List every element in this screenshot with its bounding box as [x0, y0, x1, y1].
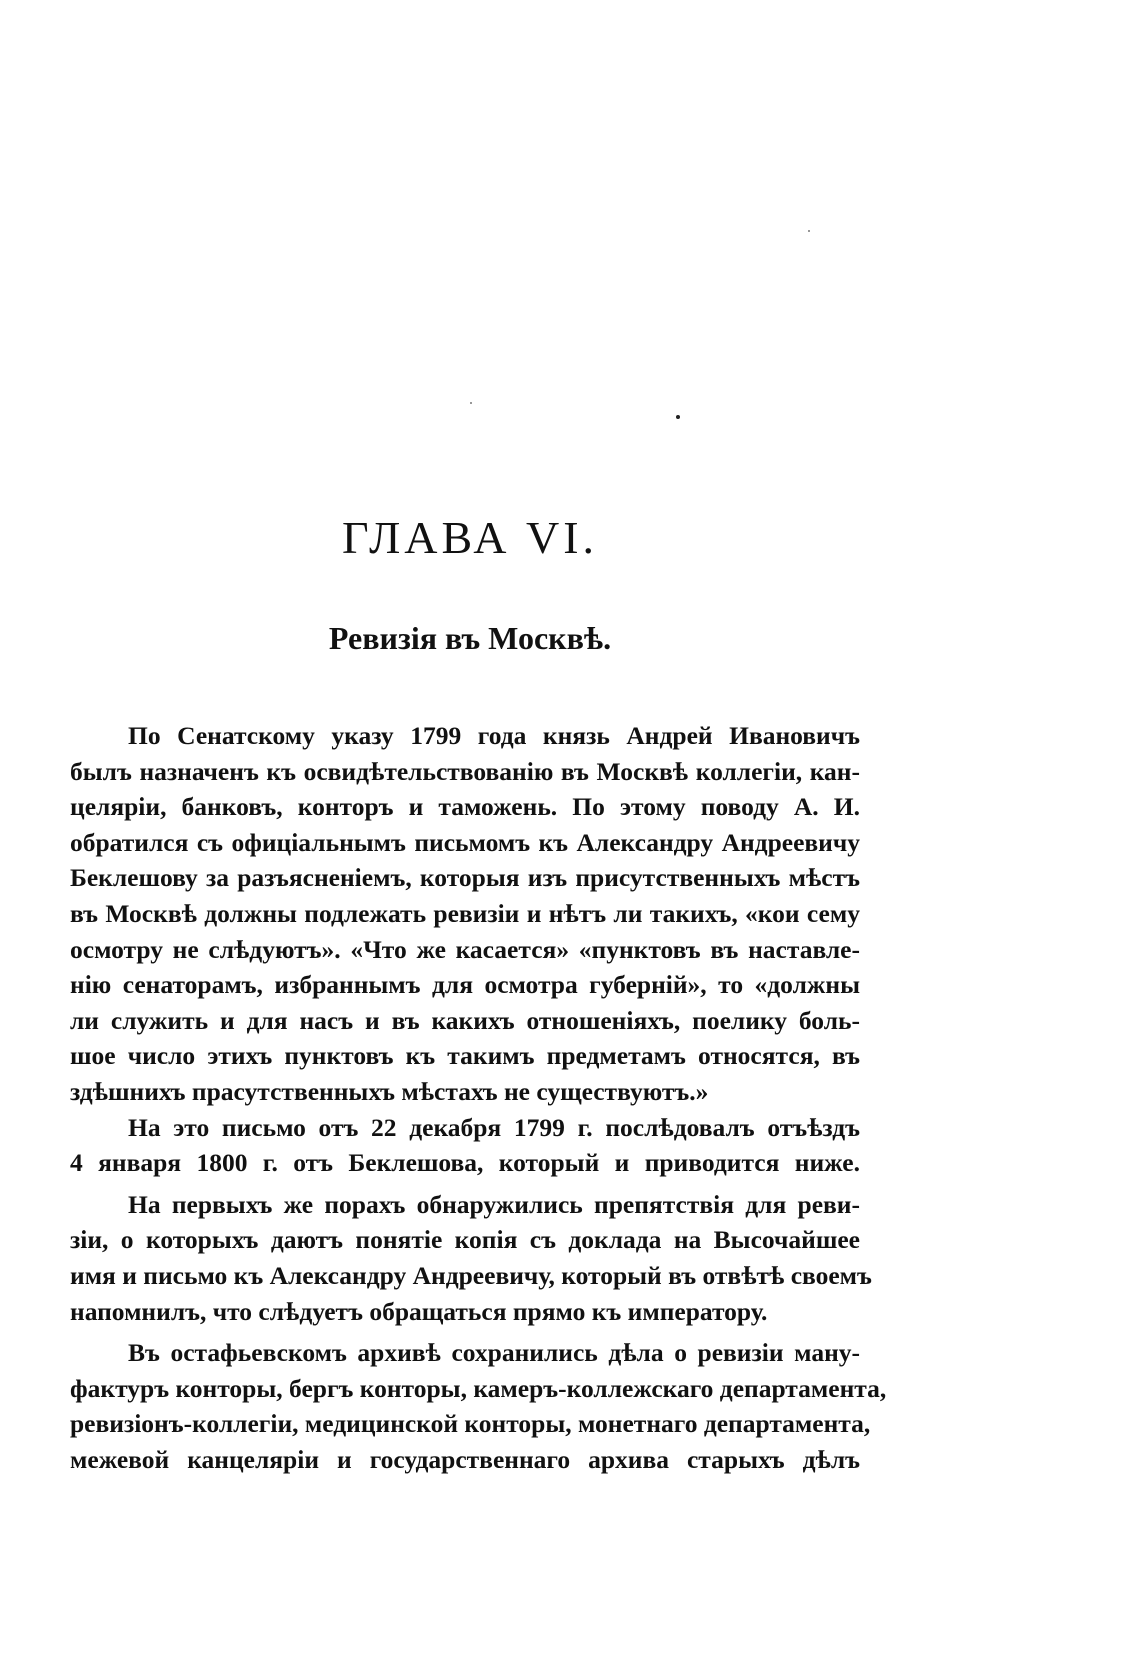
- ink-speck: [808, 230, 810, 232]
- paragraph-3: [70, 1187, 872, 1329]
- paragraph-2: [70, 1110, 860, 1181]
- text-line: былъ назначенъ къ освидѣтельствованію въ Москвѣ коллегіи, кан-: [70, 756, 860, 786]
- text-line: обратился съ офиціальнымъ письмомъ къ Александру Андреевичу: [70, 827, 860, 857]
- text-line: целяріи, банковъ, конторъ и таможень. По этому поводу А. И.: [70, 792, 860, 822]
- text-line: имя и письмо къ Александру Андреевичу, который въ отвѣтѣ своемъ: [70, 1260, 872, 1290]
- text-line: 4 января 1800 г. отъ Беклешова, который и приводится ниже.: [70, 1148, 860, 1178]
- body-text: [70, 718, 887, 1477]
- text-line: По Сенатскому указу 1799 года князь Андрей Ивановичъ: [128, 721, 860, 750]
- text-line: напомнилъ, что слѣдуетъ обращаться прямо къ императору.: [70, 1296, 768, 1326]
- paragraph-4: [70, 1335, 887, 1477]
- ink-speck: [676, 415, 680, 419]
- paragraph-1: [70, 718, 860, 1110]
- text-line: здѣшнихъ прасутственныхъ мѣстахъ не существуютъ.»: [70, 1076, 709, 1106]
- text-line: ревизіонъ-коллегіи, медицинской конторы, монетнаго департамента,: [70, 1409, 871, 1439]
- text-line: зіи, о которыхъ даютъ понятіе копія съ доклада на Высочайшее: [70, 1225, 860, 1255]
- text-line: въ Москвѣ должны подлежать ревизіи и нѣтъ ли такихъ, «кои сему: [70, 898, 860, 928]
- ink-speck: [470, 402, 472, 404]
- text-line: шое число этихъ пунктовъ къ такимъ предметамъ относятся, въ: [70, 1041, 860, 1071]
- chapter-title: Ревизія въ Москвѣ.: [328, 620, 612, 656]
- text-line: фактуръ конторы, бергъ конторы, камеръ-коллежскаго департамента,: [70, 1373, 887, 1403]
- text-line: Въ остафьевскомъ архивѣ сохранились дѣла о ревизіи ману-: [128, 1338, 860, 1368]
- text-line: На это письмо отъ 22 декабря 1799 г. послѣдовалъ отъѣздъ: [128, 1112, 860, 1142]
- text-line: На первыхъ же порахъ обнаружились препятствія для реви-: [128, 1189, 860, 1219]
- chapter-heading: ГЛАВА VI.: [341, 512, 599, 563]
- text-line: межевой канцеляріи и государственнаго архива старыхъ дѣлъ: [70, 1444, 860, 1474]
- text-line: нію сенаторамъ, избраннымъ для осмотра губерній», то «должны: [70, 970, 860, 1000]
- text-line: Беклешову за разъясненіемъ, которыя изъ присутственныхъ мѣстъ: [70, 863, 860, 893]
- text-line: ли служить и для насъ и въ какихъ отношеніяхъ, поелику боль-: [70, 1005, 860, 1035]
- text-line: осмотру не слѣдуютъ». «Что же касается» «пунктовъ въ наставле-: [70, 934, 860, 964]
